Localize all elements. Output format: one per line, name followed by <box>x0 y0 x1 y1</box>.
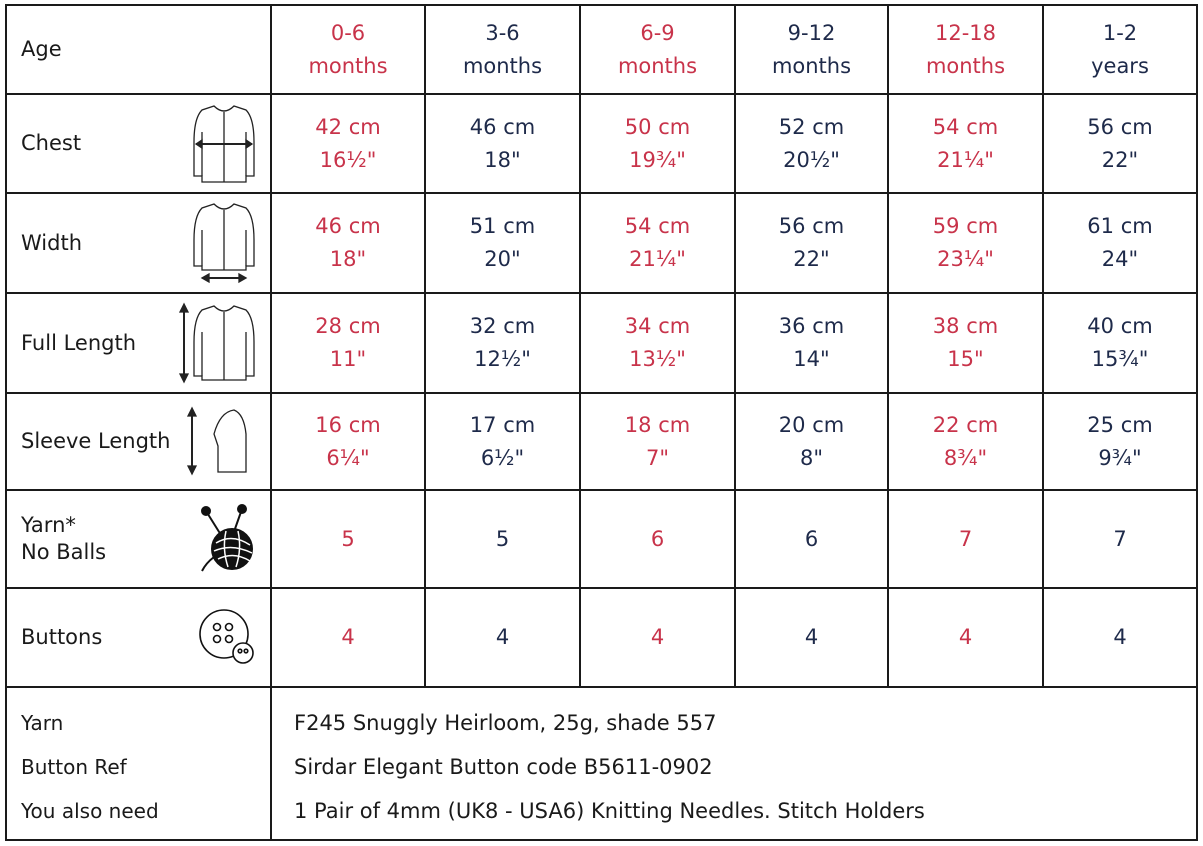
size-header-line2: months <box>462 53 543 78</box>
row-label: Buttons <box>21 625 103 649</box>
width-cell <box>272 194 426 294</box>
cm-value: 18 cm <box>624 412 691 437</box>
inch-value: 15" <box>947 347 984 371</box>
buttons-cell <box>889 589 1044 688</box>
full-length-cell <box>1044 294 1196 394</box>
cm-value: 28 cm <box>315 314 381 338</box>
inch-value: 19¾" <box>629 147 686 172</box>
inch-value: 23¼" <box>937 247 994 271</box>
materials-values <box>272 688 1196 839</box>
buttons-cell <box>426 589 581 688</box>
size-header-line2: months <box>925 53 1006 78</box>
size-header-line1: 6-9 <box>640 20 675 45</box>
inch-value: 9¾" <box>1098 445 1142 470</box>
size-header-line1: 0-6 <box>330 20 366 45</box>
detail-value-button-ref: Sirdar Elegant Button code B5611-0902 <box>294 754 713 779</box>
sleeve-measure-icon <box>184 406 260 478</box>
buttons-value: 4 <box>1113 625 1127 649</box>
inch-value: 11" <box>329 347 367 371</box>
yarn-balls-cell <box>889 491 1044 589</box>
sleeve-length-cell <box>581 394 736 491</box>
chest-cell <box>1044 95 1196 194</box>
cm-value: 17 cm <box>469 412 536 437</box>
buttons-cell <box>736 589 889 688</box>
detail-label-you-also-need: You also need <box>21 798 159 823</box>
size-header-line1: 12-18 <box>934 20 996 45</box>
cm-value: 46 cm <box>469 114 536 139</box>
cm-value: 52 cm <box>778 114 845 139</box>
row-label-line1: Yarn* <box>21 513 76 537</box>
cm-value: 54 cm <box>932 114 999 139</box>
cm-value: 40 cm <box>1087 314 1153 338</box>
sleeve-length-cell <box>889 394 1044 491</box>
size-header-line1: 9-12 <box>787 20 836 45</box>
cm-value: 16 cm <box>315 412 381 437</box>
size-chart <box>5 4 1198 841</box>
size-header-line2: months <box>308 53 388 78</box>
chest-cell <box>272 95 426 194</box>
balls-value: 5 <box>341 526 355 551</box>
cm-value: 59 cm <box>932 214 999 238</box>
inch-value: 18" <box>484 147 521 172</box>
inch-value: 21¼" <box>629 247 686 271</box>
sleeve-length-label-cell <box>7 394 272 491</box>
inch-value: 20" <box>484 247 521 271</box>
inch-value: 14" <box>793 347 830 371</box>
cm-value: 25 cm <box>1087 412 1153 437</box>
detail-label-yarn: Yarn <box>21 710 64 735</box>
yarn-balls-cell <box>581 491 736 589</box>
full-length-label-cell <box>7 294 272 394</box>
cm-value: 56 cm <box>778 214 845 238</box>
inch-value: 8" <box>799 445 824 470</box>
row-label: Sleeve Length <box>21 429 171 453</box>
inch-value: 8¾" <box>943 445 988 470</box>
chest-label-cell <box>7 95 272 194</box>
sleeve-length-cell <box>426 394 581 491</box>
width-cell <box>581 194 736 294</box>
age-label: Age <box>21 37 62 61</box>
cm-value: 51 cm <box>469 214 536 238</box>
inch-value: 6½" <box>480 445 525 470</box>
inch-value: 12½" <box>474 347 531 371</box>
yarn-balls-cell <box>1044 491 1196 589</box>
chest-cell <box>889 95 1044 194</box>
cm-value: 34 cm <box>624 314 691 338</box>
inch-value: 22" <box>1101 147 1139 172</box>
size-header-1 <box>426 6 581 95</box>
materials-labels <box>7 688 272 839</box>
inch-value: 18" <box>329 247 367 271</box>
yarn-balls-cell <box>736 491 889 589</box>
cm-value: 50 cm <box>624 114 691 139</box>
cm-value: 22 cm <box>932 412 999 437</box>
buttons-value: 4 <box>341 625 355 649</box>
buttons-label-cell <box>7 589 272 688</box>
buttons-value: 4 <box>495 625 510 649</box>
row-label: Chest <box>21 131 82 155</box>
width-measure-icon <box>188 200 260 286</box>
cm-value: 38 cm <box>932 314 999 338</box>
inch-value: 7" <box>645 445 670 470</box>
length-measure-icon <box>176 300 260 386</box>
width-cell <box>426 194 581 294</box>
size-header-5 <box>1044 6 1196 95</box>
sleeve-length-cell <box>272 394 426 491</box>
balls-value: 6 <box>804 526 819 551</box>
cm-value: 36 cm <box>778 314 845 338</box>
row-label: Full Length <box>21 330 137 355</box>
size-header-0 <box>272 6 426 95</box>
width-cell <box>1044 194 1196 294</box>
inch-value: 6¼" <box>326 445 370 470</box>
balls-value: 6 <box>650 526 665 551</box>
buttons-value: 4 <box>804 625 819 649</box>
yarn-balls-label-cell <box>7 491 272 589</box>
size-header-3 <box>736 6 889 95</box>
age-label-cell <box>7 6 272 95</box>
cm-value: 54 cm <box>624 214 691 238</box>
inch-value: 13½" <box>629 347 686 371</box>
cm-value: 20 cm <box>778 412 845 437</box>
cm-value: 32 cm <box>469 314 536 338</box>
sleeve-length-cell <box>1044 394 1196 491</box>
yarn-ball-icon <box>196 503 260 575</box>
button-icon <box>196 606 260 670</box>
sleeve-length-cell <box>736 394 889 491</box>
buttons-cell <box>1044 589 1196 688</box>
full-length-cell <box>581 294 736 394</box>
size-header-2 <box>581 6 736 95</box>
yarn-balls-cell <box>426 491 581 589</box>
detail-label-button-ref: Button Ref <box>21 754 127 779</box>
buttons-value: 4 <box>958 625 973 649</box>
inch-value: 22" <box>793 247 830 271</box>
size-header-line1: 3-6 <box>485 20 520 45</box>
chest-cell <box>581 95 736 194</box>
buttons-cell <box>272 589 426 688</box>
cm-value: 56 cm <box>1087 114 1153 139</box>
inch-value: 24" <box>1101 247 1139 271</box>
full-length-cell <box>889 294 1044 394</box>
size-grid <box>7 6 1196 688</box>
full-length-cell <box>736 294 889 394</box>
cm-value: 46 cm <box>315 214 381 238</box>
balls-value: 7 <box>958 526 973 551</box>
width-cell <box>736 194 889 294</box>
detail-value-yarn: F245 Snuggly Heirloom, 25g, shade 557 <box>294 710 717 735</box>
size-header-line2: months <box>617 53 698 78</box>
size-header-line1: 1-2 <box>1102 20 1138 45</box>
chest-cell <box>426 95 581 194</box>
buttons-value: 4 <box>650 625 665 649</box>
materials-section <box>7 688 1196 839</box>
balls-value: 5 <box>495 526 510 551</box>
inch-value: 15¾" <box>1091 347 1149 371</box>
row-label-line2: No Balls <box>21 540 107 564</box>
size-header-line2: years <box>1091 53 1149 78</box>
chest-cell <box>736 95 889 194</box>
width-cell <box>889 194 1044 294</box>
row-label: Width <box>21 230 83 255</box>
yarn-balls-cell <box>272 491 426 589</box>
size-header-4 <box>889 6 1044 95</box>
inch-value: 20½" <box>783 147 840 172</box>
detail-value-you-also-need: 1 Pair of 4mm (UK8 - USA6) Knitting Needles. Stitch Holders <box>294 798 925 823</box>
cm-value: 42 cm <box>315 114 381 139</box>
full-length-cell <box>272 294 426 394</box>
inch-value: 16½" <box>319 147 377 172</box>
width-label-cell <box>7 194 272 294</box>
size-header-line2: months <box>771 53 852 78</box>
full-length-cell <box>426 294 581 394</box>
inch-value: 21¼" <box>937 147 994 172</box>
cm-value: 61 cm <box>1087 214 1153 238</box>
buttons-cell <box>581 589 736 688</box>
balls-value: 7 <box>1113 526 1127 551</box>
chest-measure-icon <box>188 102 260 186</box>
